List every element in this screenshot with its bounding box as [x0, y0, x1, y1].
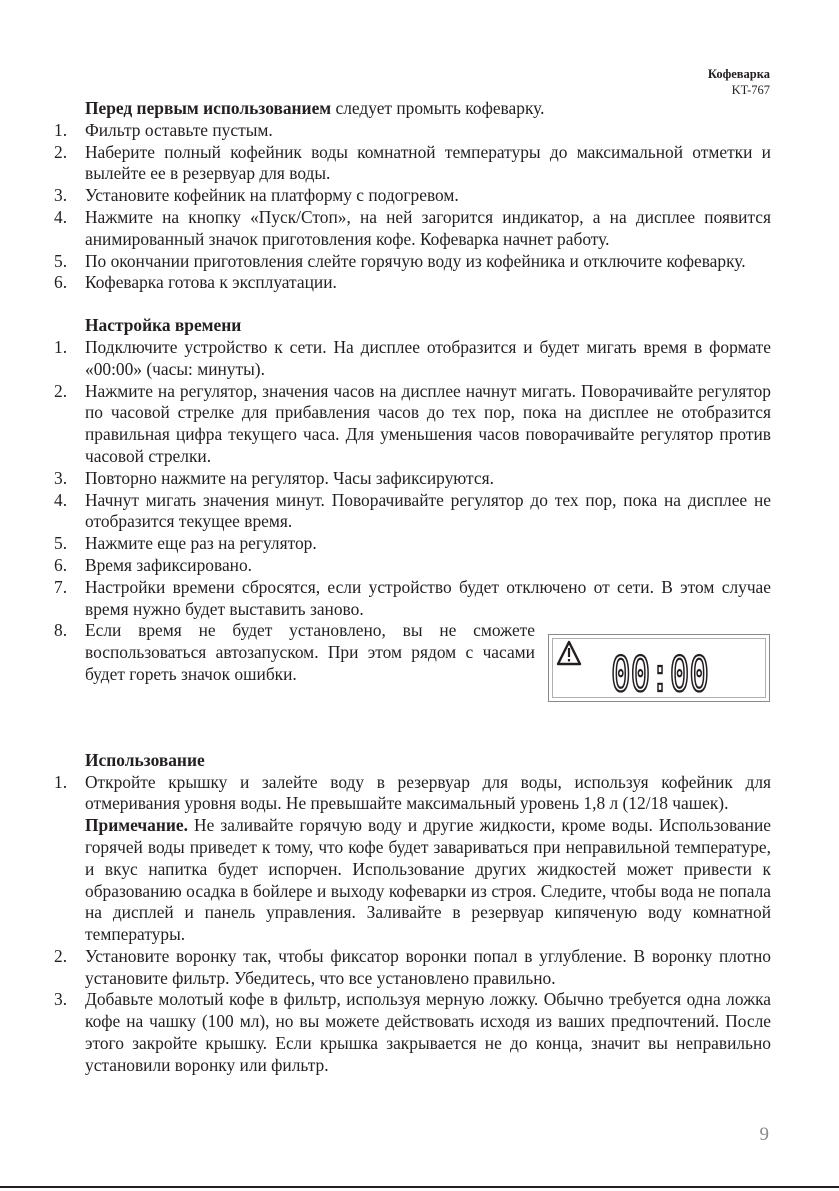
- list-item: [52, 772, 771, 816]
- item-text: Если время не будет установлено, вы не сможете воспользоваться автозапуском. При этом рядом с часами будет гореть значок ошибки.: [85, 620, 535, 684]
- item-number: 3.: [54, 467, 68, 488]
- list-item: [52, 555, 771, 577]
- page-header: [708, 66, 770, 98]
- lcd-display-illustration: [548, 634, 770, 702]
- item-number: 8.: [54, 620, 68, 641]
- list-item: [52, 207, 771, 251]
- lcd-time-readout: 00:00: [611, 647, 709, 703]
- item-text: Наберите полный кофейник воды комнатной температуры до максимальной отметки и вылейте ее в резервуар для воды.: [85, 141, 771, 184]
- item-number: 2.: [54, 380, 68, 401]
- bottom-rule: [0, 1186, 839, 1188]
- list-item: [52, 337, 771, 381]
- list-item: [52, 142, 771, 186]
- item-number: 6.: [54, 554, 68, 575]
- list-item: [52, 468, 771, 490]
- section1-intro-rest: следует промыть кофеварку.: [331, 98, 545, 118]
- item-number: 1.: [54, 336, 68, 357]
- item-text: Нажмите на регулятор, значения часов на дисплее начнут мигать. Поворачивайте регулятор по часовой стрелке для прибавления часов до тех пор, пока на дисплее не отобразится правильная цифра текущего часа. Для уменьшения часов поворачивайте регулятор против часовой стрелки.: [85, 380, 771, 466]
- list-item: [52, 120, 771, 142]
- list-item: [52, 272, 771, 294]
- section3-list-continued: [52, 946, 771, 1077]
- list-item: [52, 577, 771, 621]
- item-text: Добавьте молотый кофе в фильтр, используя мерную ложку. Обычно требуется одна ложка кофе на чашку (100 мл), но вы можете действовать исходя из ваших предпочтений. После этого закройте крышку. Если крышка закрывается не до конца, значит вы неправильно установили воронку или фильтр.: [85, 989, 771, 1075]
- item-number: 6.: [54, 272, 68, 293]
- warning-triangle-icon: [558, 642, 580, 664]
- item-number: 5.: [54, 250, 68, 271]
- list-item: [52, 533, 771, 555]
- item-text: Начнут мигать значения минут. Поворачивайте регулятор до тех пор, пока на дисплее не отобразится текущее время.: [85, 489, 771, 532]
- item-text: По окончании приготовления слейте горячую воду из кофейника и отключите кофеварку.: [85, 250, 746, 271]
- header-title: Кофеварка: [707, 67, 770, 81]
- header-model: KT-767: [731, 83, 770, 97]
- section1-intro: [52, 98, 771, 120]
- item-number: 4.: [54, 206, 68, 227]
- item-number: 2.: [54, 945, 68, 966]
- item-number: 2.: [54, 141, 68, 162]
- page-number: 9: [759, 1124, 769, 1145]
- item-number: 5.: [54, 533, 68, 554]
- item-text: Время зафиксировано.: [85, 554, 253, 575]
- item-text: Подключите устройство к сети. На дисплее отобразится и будет мигать время в формате «00:00» (часы: минуты).: [85, 336, 771, 379]
- item-number: 3.: [54, 185, 68, 206]
- item-text: Установите воронку так, чтобы фиксатор воронки попал в углубление. В воронку плотно установите фильтр. Убедитесь, что все установлено правильно.: [85, 945, 771, 988]
- item-number: 3.: [54, 989, 68, 1010]
- list-item: [52, 946, 771, 990]
- lcd-display-graphic: [549, 635, 771, 703]
- list-item: [52, 989, 771, 1076]
- item-number: 1.: [54, 119, 68, 140]
- item-number: 1.: [54, 771, 68, 792]
- note-label: Примечание.: [85, 815, 188, 836]
- item-text: Повторно нажмите на регулятор. Часы зафиксируются.: [85, 467, 494, 488]
- section3-list: [52, 772, 771, 816]
- list-item: [52, 381, 771, 468]
- list-item: [52, 185, 771, 207]
- list-item: [52, 251, 771, 273]
- list-item: [52, 490, 771, 534]
- section2-heading: Настройка времени: [85, 315, 242, 336]
- item-text: Настройки времени сбросятся, если устройство будет отключено от сети. В этом случае время нужно будет выставить заново.: [85, 576, 771, 619]
- item-text: Откройте крышку и залейте воду в резервуар для воды, используя кофейник для отмеривания уровня воды. Не превышайте максимальный уровень 1,8 л (12/18 чашек).: [85, 771, 771, 814]
- page-content: [52, 98, 771, 1077]
- item-text: Кофеварка готова к эксплуатации.: [85, 272, 337, 293]
- item-text: Нажмите еще раз на регулятор.: [85, 533, 317, 554]
- note-text: Не заливайте горячую воду и другие жидкости, кроме воды. Использование горячей воды приведет к тому, что кофе будет завариваться при неправильной температуре, и вкус напитка будет испорчен. Использование других жидкостей может привести к образованию осадка в бойлере и выходу кофеварки из строя. Следите, чтобы вода не попала на дисплей и панель управления. Заливайте в резервуар кипяченую воду комнатной температуры.: [85, 815, 771, 945]
- item-text: Установите кофейник на платформу с подогревом.: [85, 185, 459, 206]
- section1-intro-bold: Перед первым использованием: [85, 98, 332, 118]
- section3-heading: Использование: [85, 749, 205, 770]
- item-number: 4.: [54, 489, 68, 510]
- section1-list: [52, 120, 771, 294]
- item-text: Нажмите на кнопку «Пуск/Стоп», на ней загорится индикатор, а на дисплее появится анимированный значок приготовления кофе. Кофеварка начнет работу.: [85, 206, 771, 249]
- section3-note: [52, 815, 771, 946]
- item-text: Фильтр оставьте пустым.: [85, 119, 273, 140]
- item-number: 7.: [54, 576, 68, 597]
